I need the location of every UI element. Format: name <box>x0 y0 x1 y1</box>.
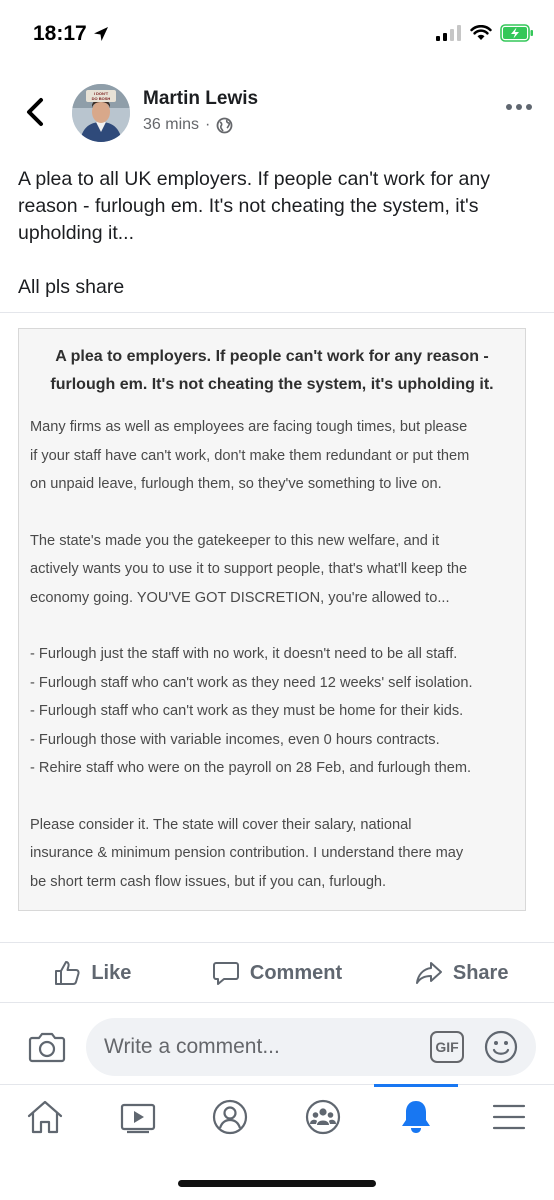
tab-notifications[interactable] <box>396 1097 436 1137</box>
avatar-caption-2: DO BOSH <box>91 96 111 101</box>
groups-icon <box>304 1098 342 1136</box>
image-text-line: Please consider it. The state will cover their salary, national <box>30 816 412 833</box>
video-icon <box>119 1098 157 1136</box>
image-text-line: be short term cash flow issues, but if you can, furlough. <box>30 873 387 890</box>
smiley-icon <box>484 1030 518 1064</box>
back-button[interactable] <box>20 94 50 130</box>
tab-home[interactable] <box>25 1097 65 1137</box>
comment-icon <box>212 959 240 987</box>
tab-menu[interactable] <box>489 1097 529 1137</box>
gif-label: GIF <box>435 1039 459 1055</box>
status-indicators <box>436 24 534 42</box>
image-title-line: furlough em. It's not cheating the system, it's upholding it. <box>50 376 494 393</box>
like-button[interactable] <box>0 944 185 1002</box>
camera-button[interactable] <box>28 1030 66 1069</box>
post-paragraph: All pls share <box>18 276 125 298</box>
post-header <box>0 78 554 148</box>
location-arrow-icon <box>93 26 109 42</box>
image-bullet: - Furlough staff who can't work as they must be home for their kids. <box>30 703 464 719</box>
post-text <box>18 166 518 328</box>
share-button[interactable] <box>369 944 554 1002</box>
image-title <box>30 343 514 399</box>
avatar-photo <box>72 84 130 142</box>
author-avatar[interactable] <box>72 84 130 142</box>
avatar-caption-1: I DON'T <box>93 91 109 96</box>
image-bullet-list <box>30 640 514 783</box>
comment-placeholder: Write a comment... <box>104 1035 280 1058</box>
thumbs-up-icon <box>53 959 81 987</box>
tab-profile[interactable] <box>210 1097 250 1137</box>
emoji-button[interactable] <box>484 1030 518 1069</box>
like-label: Like <box>91 961 132 984</box>
battery-charging-icon <box>500 24 534 42</box>
home-indicator <box>178 1180 376 1187</box>
action-bar <box>0 944 554 1002</box>
post-time[interactable]: 36 mins <box>143 116 200 133</box>
tab-bar <box>0 1084 554 1154</box>
share-icon <box>415 959 443 987</box>
comment-button[interactable] <box>185 944 370 1002</box>
image-paragraph-2 <box>30 527 514 613</box>
image-text-line: The state's made you the gatekeeper to this new welfare, and it <box>30 532 440 549</box>
image-bullet: - Rehire staff who were on the payroll on 28 Feb, and furlough them. <box>30 760 472 776</box>
image-title-line: A plea to employers. If people can't work for any reason - <box>55 348 489 365</box>
active-tab-indicator <box>374 1084 458 1087</box>
image-bullet: - Furlough those with variable incomes, even 0 hours contracts. <box>30 731 440 748</box>
post-paragraph: A plea to all UK employers. If people can't work for any reason - furlough em. It's not cheating the system, it's upholding it... <box>18 168 490 244</box>
status-time <box>33 22 109 46</box>
profile-icon <box>211 1098 249 1136</box>
more-options-icon[interactable] <box>506 104 532 110</box>
signal-icon <box>436 25 462 41</box>
divider <box>0 312 554 313</box>
image-text-line: actively wants you to use it to support people, that's what'll keep the <box>30 561 468 577</box>
image-bullet: - Furlough just the staff with no work, it doesn't need to be all staff. <box>30 646 458 662</box>
share-label: Share <box>452 961 509 984</box>
post-image[interactable] <box>18 328 526 911</box>
status-time-text: 18:17 <box>33 22 87 45</box>
wifi-icon <box>470 25 492 41</box>
post-meta <box>143 116 233 134</box>
image-text-line: Many firms as well as employees are facing tough times, but please <box>30 419 468 435</box>
image-text-line: if your staff have can't work, don't make them redundant or put them <box>30 447 470 464</box>
divider <box>0 1002 554 1003</box>
home-icon <box>26 1098 64 1136</box>
meta-separator: · <box>205 116 211 133</box>
menu-icon <box>490 1098 528 1136</box>
tab-groups[interactable] <box>303 1097 343 1137</box>
image-text-line: economy going. YOU'VE GOT DISCRETION, you're allowed to... <box>30 589 450 606</box>
notifications-icon <box>397 1098 435 1136</box>
comment-input[interactable] <box>86 1018 536 1076</box>
author-name[interactable]: Martin Lewis <box>143 88 259 109</box>
image-bullet: - Furlough staff who can't work as they need 12 weeks' self isolation. <box>30 674 473 691</box>
camera-icon <box>28 1030 66 1064</box>
status-bar <box>0 0 554 66</box>
comment-bar <box>0 1014 554 1080</box>
gif-button[interactable] <box>430 1031 464 1063</box>
chevron-left-icon <box>25 97 45 127</box>
image-paragraph-3 <box>30 811 514 897</box>
image-text-line: on unpaid leave, furlough them, so they've something to live on. <box>30 476 442 492</box>
tab-watch[interactable] <box>118 1097 158 1137</box>
comment-label: Comment <box>249 961 343 984</box>
image-paragraph-1 <box>30 413 514 499</box>
globe-icon <box>216 117 233 134</box>
image-text-line: insurance & minimum pension contribution. I understand there may <box>30 845 464 861</box>
divider <box>0 942 554 943</box>
